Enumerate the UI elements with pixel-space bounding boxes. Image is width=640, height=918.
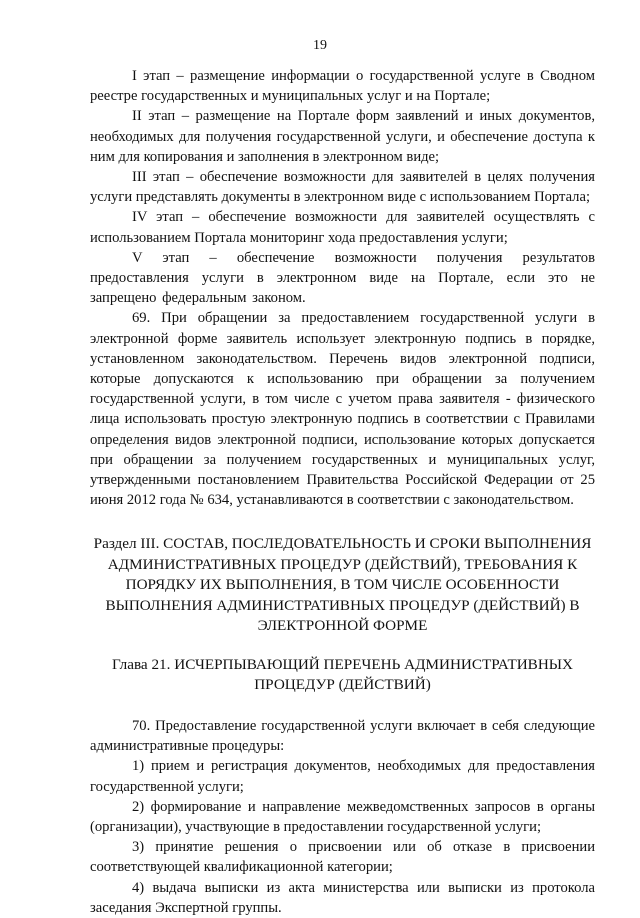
paragraph-stage-3: III этап – обеспечение возможности для заявителей в целях получения услуги представлять документы в электронном виде с использованием Портала; (90, 169, 595, 206)
list-item-procedure-4: 4) выдача выписки из акта министерства или выписки из протокола заседания Экспертной группы. (90, 879, 595, 916)
spacer (90, 696, 595, 716)
paragraph-69: 69. При обращении за предоставлением государственной услуги в электронной форме заявитель использует электронную подпись в порядке, установленном законодательством. Перечень видов электронной подписи, которые допускаются к использованию при обращении за получением государственной услуги, в том числе с учетом права заявителя - физического лица использовать простую электронную подпись в соответствии с Правилами определения видов электронной подписи, использование которых допускается при обращении за получением государственных и муниципальных услуг, утвержденными постановлением Правительства Российской Федерации от 25 июня 2012 года № 634, устанавливаются в соответствии с законодательством. (90, 310, 595, 509)
paragraph-stage-1: I этап – размещение информации о государственной услуге в Сводном реестре государственных и муниципальных услуг и на Портале; (90, 68, 595, 105)
page-number: 19 (313, 38, 327, 53)
chapter-heading: Глава 21. ИСЧЕРПЫВАЮЩИЙ ПЕРЕЧЕНЬ АДМИНИСТРАТИВНЫХ ПРОЦЕДУР (ДЕЙСТВИЙ) (111, 655, 573, 694)
section-heading: Раздел III. СОСТАВ, ПОСЛЕДОВАТЕЛЬНОСТЬ И СРОКИ ВЫПОЛНЕНИЯ АДМИНИСТРАТИВНЫХ ПРОЦЕДУР (ДЕЙСТВИЙ), ТРЕБОВАНИЯ К ПОРЯДКУ ИХ ВЫПОЛНЕНИЯ, В ТОМ ЧИСЛЕ ОСОБЕННОСТИ ВЫПОЛНЕНИЯ АДМИНИСТРАТИВНЫХ ПРОЦЕДУР (ДЕЙСТВИЙ) В ЭЛЕКТРОННОЙ ФОРМЕ (93, 535, 592, 635)
page-content (90, 66, 595, 918)
paragraph-stage-2: II этап – размещение на Портале форм заявлений и иных документов, необходимых для получения государственной услуги, и обеспечение доступа к ним для копирования и заполнения в электронном виде; (90, 108, 595, 165)
paragraph-stage-5: V этап – обеспечение возможности получения результатов предоставления услуги в электронном виде на Портале, если это не запрещено федеральным законом. (90, 249, 595, 307)
list-item-procedure-2: 2) формирование и направление межведомственных запросов в органы (организации), участвующие в предоставлении государственной услуги; (90, 798, 595, 835)
paragraph-stage-4: IV этап – обеспечение возможности для заявителей осуществлять с использованием Портала мониторинг хода предоставления услуги; (90, 209, 595, 246)
list-item-procedure-3: 3) принятие решения о присвоении или об отказе в присвоении соответствующей квалификационной категории; (90, 839, 595, 876)
paragraph-70: 70. Предоставление государственной услуги включает в себя следующие административные процедуры: (90, 717, 595, 755)
list-item-procedure-1: 1) прием и регистрация документов, необходимых для предоставления государственной услуги; (90, 758, 595, 795)
